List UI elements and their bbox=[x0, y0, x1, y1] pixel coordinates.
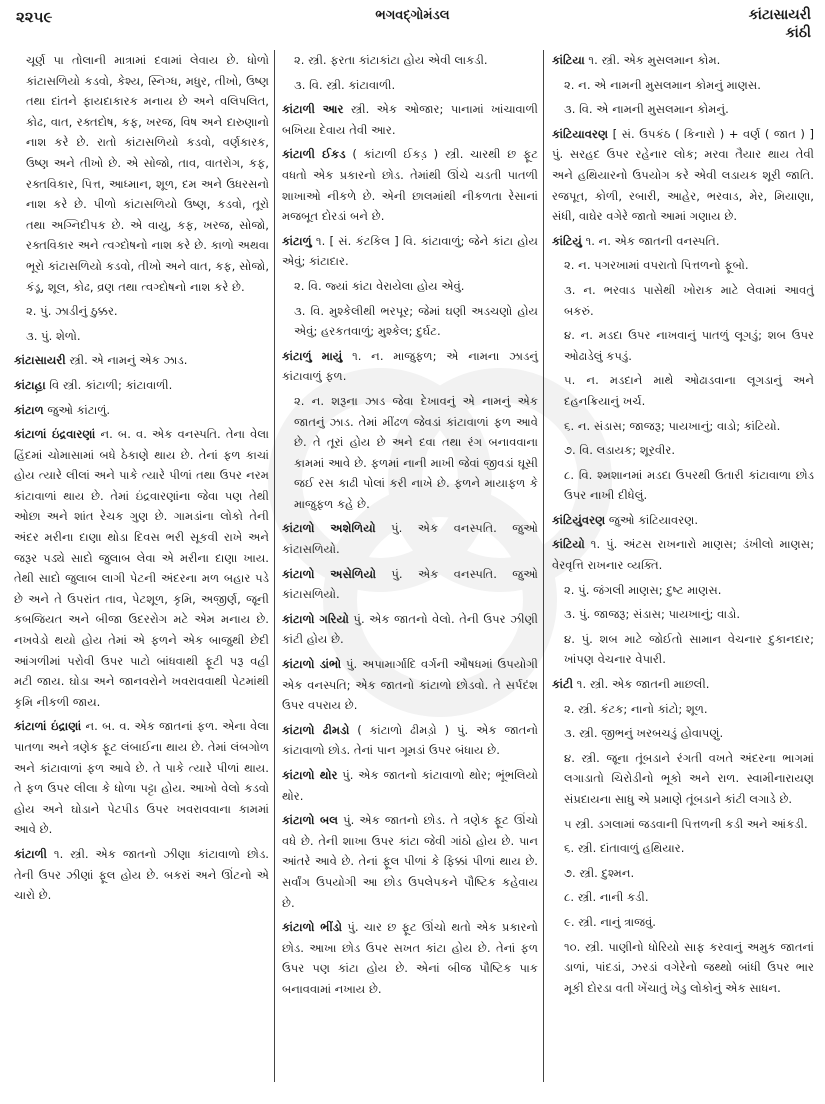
entry-headword: કાંટી bbox=[552, 677, 574, 692]
entry-headword: કાંટાળાં ઇંદ્રવારણાં bbox=[14, 427, 96, 442]
dictionary-entry bbox=[282, 810, 538, 913]
sense-definition: ૧૦. સ્ત્રી. પાણીનો ધોરિયો સાફ કરવાનું અમુક જાતનાં ડાળાં, પાંદડાં, ઝરડાં વગેરેનો જથ્થો બાંધી ઉપર ભાર મૂકી દોરડા વતી ખેંચાતું ખેડુ લોકોનું એક સાધન. bbox=[564, 939, 814, 995]
sense-definition: ૪. સ્ત્રી. જૂના તૂંબડાને રંગતી વખતે અંદરના ભાગમાં લગાડાતો ચિરોડીનો ભૂકો અને રાળ. સ્વામીનારાયણ સંપ્રદાયના સાધુ એ પ્રમાણે તૂંબડાને કાંટી લગાડે છે. bbox=[564, 750, 814, 806]
sense-definition: ૫ સ્ત્રી. ડગલામાં જડવાની પિત્તળની કડી અને આંકડી. bbox=[564, 816, 808, 831]
entry-definition: ૧. ન. એક જાતની વનસ્પતિ. bbox=[585, 233, 720, 248]
dictionary-entry bbox=[14, 400, 269, 421]
continued-definition: ચૂર્ણ પા તોલાની માત્રામાં દવામાં લેવાય છે. ધોળો કાંટાસળિયો કડવો, કેશ્ય, સ્નિગ્ધ, મધુર, તીખો, ઉષ્ણ તથા દાંતને ફાયદાકારક મનાય છે અને વલિપલિત, કોઢ, વાત, રક્તદોષ, કફ, ખરજ, વિષ અને દારુણાનો નાશ કરે છે. રાતો કાંટાસળિયો કડવો, વર્ણકારક, ઉષ્ણ અને તીખો છે. એ સોજો, તાવ, વાતરોગ, કફ, રક્તવિકાર, પિત્ત, આધ્માન, શૂળ, દમ અને ઉધરસનો નાશ કરે છે. પીળો કાંટાસળિયો ઉષ્ણ, કડવો, તૂરો તથા અગ્નિદીપક છે. એ વાયુ, કફ, ખરજ, સોજો, રક્તવિકાર અને ત્વગ્દોષનો નાશ કરે છે. કાળો અથવા ભૂરો કાંટાસળિયો કડવો, તીખો અને વાત, કફ, સોજો, કંડૂ, શૂલ, કોઢ, વ્રણ તથા ત્વગ્દોષનો નાશ કરે છે. bbox=[26, 53, 269, 294]
sense-definition: ૬. સ્ત્રી. દાંતાવાળું હથિયાર. bbox=[564, 841, 685, 856]
entry-definition: ૧. [ સં. કંટકિલ ] વિ. કાંટાવાળું; જેને કાંટા હોય એવું; કાંટાદાર. bbox=[282, 233, 538, 269]
entry-definition: ( કાંટાળી ઈકડ઼ ) સ્ત્રી. ચારથી છ ફૂટ વધતો એક પ્રકારનો છોડ. તેમાંથી ઊંચે ચડતી પાતળી શાખાઓ નીકળે છે. એની છાલમાંથી નીકળતા રેસાનાં મજબૂત દોરડાં બને છે. bbox=[282, 147, 539, 224]
entry-definition: પું. એક જાતનો વેલો. તેની ઉપર ઝીણી કાંટી હોય છે. bbox=[282, 611, 538, 647]
entry-definition: પું. એક જાતનો છોડ. તે ત્રણેક ફૂટ ઊંચો વધે છે. તેની શાખા ઉપર કાંટા જેવી ગાંઠો હોય છે. પાન આંતરે આવે છે. તેનાં ફૂલ પીળાં કે ફિક્કાં પીળાં થાય છે. સર્વાંગ ઉપયોગી આ છોડ ઉપલેપકને પૌષ્ટિક કહેવાય છે. bbox=[282, 813, 539, 910]
sense-definition: ૭. સ્ત્રી. દુશ્મન. bbox=[564, 865, 635, 880]
dictionary-entry bbox=[282, 720, 538, 761]
dictionary-entry bbox=[282, 654, 538, 716]
dictionary-entry bbox=[552, 231, 814, 252]
sense-definition: ૨. વિ. જ્યાં કાંટા વેરાયેલા હોય એવું. bbox=[294, 278, 465, 293]
entry-definition: વિ સ્ત્રી. કાંટાળી; કાંટાવાળી. bbox=[49, 377, 173, 392]
sense-definition: ૩. પું. જાજરૂ; સંડાસ; પાયખાનું; વાડો. bbox=[564, 607, 741, 622]
dictionary-entry bbox=[282, 144, 538, 226]
sense-definition: ૫. ન. મડદાને માથે ઓઢાડવાના લૂગડાનું અને દહનક્રિયાનું ખર્ચ. bbox=[564, 373, 814, 408]
sense-definition: ૨. સ્ત્રી. કંટક; નાનો કાંટો; શૂળ. bbox=[564, 701, 708, 716]
dictionary-entry bbox=[14, 350, 269, 371]
dictionary-entry bbox=[282, 231, 538, 272]
dictionary-entry bbox=[282, 99, 538, 140]
dictionary-entry bbox=[552, 124, 814, 227]
entry-headword: કાંટાળો અસેળિયો bbox=[282, 566, 376, 581]
entry-headword: કાંટિયો bbox=[552, 537, 585, 552]
column-1 bbox=[14, 50, 269, 910]
entry-definition: સ્ત્રી. એક ઓજાર; પાનામાં ખાંચાવાળી બખિયા દેવાય તેવી આર. bbox=[282, 102, 538, 137]
sense-definition: ૪. ન. મડદા ઉપર નાખવાનું પાતળું લૂગડું; શબ ઉપર ઓઢાડેલું કપડું. bbox=[564, 328, 814, 363]
dictionary-entry bbox=[282, 917, 538, 999]
entry-definition: પું. એક જાતનો કાંટાવાળો થોર; ભૂંભલિયો થોર. bbox=[282, 768, 539, 803]
dictionary-entry bbox=[282, 564, 538, 605]
dictionary-entry bbox=[552, 50, 814, 71]
sense-definition: ૩. ન. ભરવાડ પાસેથી ખોરાક માટે લેવામાં આવતું બકરું. bbox=[564, 282, 814, 318]
page-header bbox=[0, 0, 825, 52]
sense-definition: ૩. વિ. સ્ત્રી. કાંટાવાળી. bbox=[294, 77, 396, 92]
sense-definition: ૨. સ્ત્રી. ફરતા કાંટાકાંટા હોય એવી લાકડી. bbox=[294, 53, 488, 67]
dictionary-entry bbox=[14, 424, 269, 712]
entry-headword: કાંટાળી ઈકડ bbox=[282, 147, 346, 162]
dictionary-entry bbox=[552, 674, 814, 695]
entry-headword: કાંટાળ bbox=[14, 402, 44, 417]
entry-definition: ૧. પું. અંટસ રાખનારો માણસ; ડંખીલો માણસ; વેરવૃત્તિ રાખનાર વ્યક્તિ. bbox=[552, 537, 814, 573]
guide-words bbox=[749, 6, 811, 42]
dictionary-entry bbox=[14, 375, 269, 396]
entry-definition: જુઓ કાંટિયાવરણ. bbox=[608, 512, 699, 527]
page-number: ૨૨૫૯ bbox=[16, 8, 53, 26]
guide-word-last: કાંઠી bbox=[785, 25, 811, 41]
dictionary-entry bbox=[552, 510, 814, 531]
entry-definition: ૧. સ્ત્રી. એક જાતની માછલી. bbox=[576, 677, 710, 692]
column-divider bbox=[543, 50, 544, 1082]
sense-definition: ૩. સ્ત્રી. જીભનું ખરબચડું હોવાપણું. bbox=[564, 726, 724, 741]
dictionary-entry bbox=[14, 716, 269, 840]
entry-headword: કાંટાહ઼ા bbox=[14, 377, 46, 392]
entry-definition: પું. અપામાર્ગાદિ વર્ગની ઔષધમાં ઉપયોગી એક વનસ્પતિ; એક જાતનો કાંટાળો છોડવો. તે સર્પદંશ ઉપર વપરાય છે. bbox=[282, 657, 538, 713]
book-title: ભગવદ્ગોમંડલ bbox=[375, 8, 450, 23]
guide-word-first: કાંટાસાયરી bbox=[748, 7, 811, 23]
entry-definition: ( કાંટાળો ઢીમડ઼ો ) પું. એક જાતનો કાંટાવાળો છોડ. તેનાં પાન ગૂમડાં ઉપર બંધાય છે. bbox=[282, 722, 538, 758]
entry-headword: કાંટાળું માયું bbox=[282, 348, 343, 363]
entry-definition: પું. ચાર છ ફૂટ ઊંચો થતો એક પ્રકારનો છોડ. આખા છોડ ઉપર સખત કાંટા હોય છે. તેનાં ફળ ઉપર પણ કાંટા હોય છે. એનાં બીજ પૌષ્ટિક પાક બનાવવામાં નખાય છે. bbox=[282, 920, 538, 996]
entry-headword: કાંટાળો અશેળિયો bbox=[282, 521, 376, 536]
dictionary-entry bbox=[282, 518, 538, 559]
sense-definition: ૮. સ્ત્રી. નાની કડી. bbox=[564, 890, 649, 905]
entry-headword: કાંટિયુંવરણ bbox=[552, 512, 606, 527]
sense-definition: ૮. વિ. શ્મશાનમાં મડદા ઉપરથી ઉતારી કાંટાવાળા છોડ ઉપર નાખી દીધેલું. bbox=[564, 467, 814, 503]
dictionary-entry bbox=[282, 609, 538, 650]
dictionary-entry bbox=[282, 765, 538, 806]
sense-definition: ૩. વિ. મુશ્કેલીથી ભરપૂર; જેમાં ઘણી અડચણો હોય એવું; હરકતવાળું; મુશ્કેલ; દુર્ઘટ. bbox=[294, 303, 538, 339]
sense-definition: ૬. ન. સંડાસ; જાજરૂ; પાયખાનું; વાડો; કાંટિયો. bbox=[564, 418, 781, 433]
entry-definition: જુઓ કાંટાળું. bbox=[47, 402, 111, 417]
sense-definition: ૨. ન. શરૂના ઝાડ જેવા દેખાવનું એ નામનું એક જાતનું ઝાડ. તેમાં મીંઢળ જેવડાં કાંટાવાળાં ફળ આવે છે. તે તૂરાં હોય છે અને દવા તથા રંગ બનાવવાના કામમાં આવે છે. ફળમાં નાની માખી જેવાં જીવડાં ઘૂસી જઈ રસ કાઢી પોલાં કરી નાખે છે. ફળને માયાફળ કે માજુફળ કહે છે. bbox=[294, 393, 538, 511]
sense-definition: ૨. પું. ઝાડીનું ઠુક્કર. bbox=[26, 304, 118, 319]
entry-headword: કાંટાળાં ઇંદ્રાણાં bbox=[14, 719, 82, 734]
dictionary-entry bbox=[552, 534, 814, 575]
entry-headword: કાંટાળો થોર bbox=[282, 768, 338, 782]
entry-definition: ન. બ. વ. એક જાતનાં ફળ. એના વેલા પાતળા અને ત્રણેક ફૂટ લંબાઈના થાય છે. તેમાં લંબગોળ અને કાંટાવાળાં ફળ આવે છે. તે પાકે ત્યારે પીળાં થાય. તે ફળ ઉપર લીલા કે ધોળા પટ્ટા હોય. આખો વેલો કડવો હોય અને ઘોડાને પેટપીડ ઉપર ખવરાવવાના કામમાં આવે છે. bbox=[14, 719, 269, 837]
column-2 bbox=[282, 50, 538, 1004]
entry-definition: સ્ત્રી. એ નામનું એક ઝાડ. bbox=[69, 353, 188, 368]
entry-headword: કાંટાળું bbox=[282, 233, 312, 248]
sense-definition: ૪. પું. શબ માટે જોઈતો સામાન વેચનાર દુકાનદાર; ખાંપણ વેચનાર વેપારી. bbox=[564, 631, 814, 667]
dictionary-entry bbox=[14, 844, 269, 906]
entry-headword: કાંટાળો બલ bbox=[282, 813, 339, 828]
sense-definition: ૩. વિ. એ નામની મુસલમાન કોમનું. bbox=[564, 102, 729, 117]
sense-definition: ૨. પું. જંગલી માણસ; દુષ્ટ માણસ. bbox=[564, 582, 722, 597]
entry-definition: પું. એક વનસ્પતિ. જુઓ કાંટાસળિયો. bbox=[282, 566, 538, 602]
sense-definition: ૯. સ્ત્રી. નાનું ત્રાજવું. bbox=[564, 914, 656, 929]
entry-definition: [ સં. ઉપકંઠ ( કિનારો ) + વર્ણ ( જાત ) ] પું. સરહદ ઉપર રહેનાર લોક; મરવા તૈયાર થાય તેવી અને હથિયારનો ઉપયોગ કરે એવી લડાયક શૂરી જાતિ. રજપૂત, કોળી, રબારી, આહેર, ભરવાડ, મેર, મિયાણા, સંધી, વાઘેર વગેરે જાતો આમાં ગણાય છે. bbox=[552, 126, 815, 224]
sense-definition: ૨. ન. એ નામની મુસલમાન કોમનું માણસ. bbox=[564, 77, 761, 92]
entry-headword: કાંટાળી bbox=[14, 846, 47, 861]
entry-headword: કાંટાળો ભીંડો bbox=[282, 920, 343, 935]
sense-definition: ૭. વિ. લડાયક; શૂરવીર. bbox=[564, 443, 676, 458]
dictionary-entry bbox=[282, 346, 538, 387]
column-3 bbox=[552, 50, 814, 1002]
entry-headword: કાંટાળો ડાંભો bbox=[282, 657, 342, 672]
entry-headword: કાંટાળો ઢીમડો bbox=[282, 722, 350, 737]
entry-definition: ૧. સ્ત્રી. એક જાતનો ઝીણા કાંટાવાળો છોડ. તેની ઉપર ઝીણાં ફૂલ હોય છે. બકરાં અને ઊંટનો એ ચારો છે. bbox=[14, 846, 269, 903]
entry-headword: કાંટાસાયરી bbox=[14, 353, 66, 368]
sense-definition: ૩. પું. શેળો. bbox=[26, 328, 81, 343]
entry-definition: ૧. ન. માજુફળ; એ નામના ઝાડનું કાંટાવાળું ફળ. bbox=[282, 348, 539, 384]
sense-definition: ૨. ન. પગરખામાં વપરાતો પિત્તળનો ફૂબો. bbox=[564, 258, 749, 273]
entry-headword: કાંટિયું bbox=[552, 233, 582, 248]
entry-definition: ૧. સ્ત્રી. એક મુસલમાન કોમ. bbox=[588, 53, 721, 67]
entry-definition: ન. બ. વ. એક વનસ્પતિ. તેના વેલા હિંદમાં ચોમાસામાં બધે ઠેકાણે થાય છે. તેનાં ફળ કાચાં હોય ત્યારે લીલાં અને પાકે ત્યારે પીળાં તથા ઉપર નરમ કાંટાવાળાં થાય છે. તેમાં ઇંદ્રવારણાંના જેવા પણ તેથી ઓછા અને શાંત રેચક ગુણ છે. ગામડાંના લોકો તેની અંદર મરીના દાણા થોડા દિવસ ભરી સૂકવી રાખે અને જરૂર પડ્યે સાદો જુલાબ લેવા એ મરીના દાણા ખાય. તેથી સાદો જુલાબ લાગી પેટની અંદરના મળ બહાર પડે છે અને તે ઉપરાંત તાવ, પેટશૂળ, કૃમિ, અજીર્ણ, જૂની કબજિયત અને બીજા ઉદરરોગ મટે એમ મનાય છે. નખવેડો થયો હોય તેમાં એ ફળને એક બાજુથી છેદી આંગળીમાં પરોવી ઉપર પાટો બાંધવાથી ફૂટી પરૂ વહી મટી જાય. ઘોડા અને જાનવરોને ખવરાવવાથી પેટમાંથી કૃમિ નીકળી જાય. bbox=[14, 427, 269, 709]
entry-headword: કાંટાળો ગરિયો bbox=[282, 611, 349, 626]
entry-headword: કાંટાળી આર bbox=[282, 102, 344, 117]
column-divider bbox=[274, 50, 275, 1082]
entry-headword: કાંટિયા bbox=[552, 53, 585, 67]
entry-definition: પું. એક વનસ્પતિ. જુઓ કાંટાસળિયો. bbox=[282, 521, 539, 557]
entry-headword: કાંટિયાવરણ bbox=[552, 126, 609, 141]
